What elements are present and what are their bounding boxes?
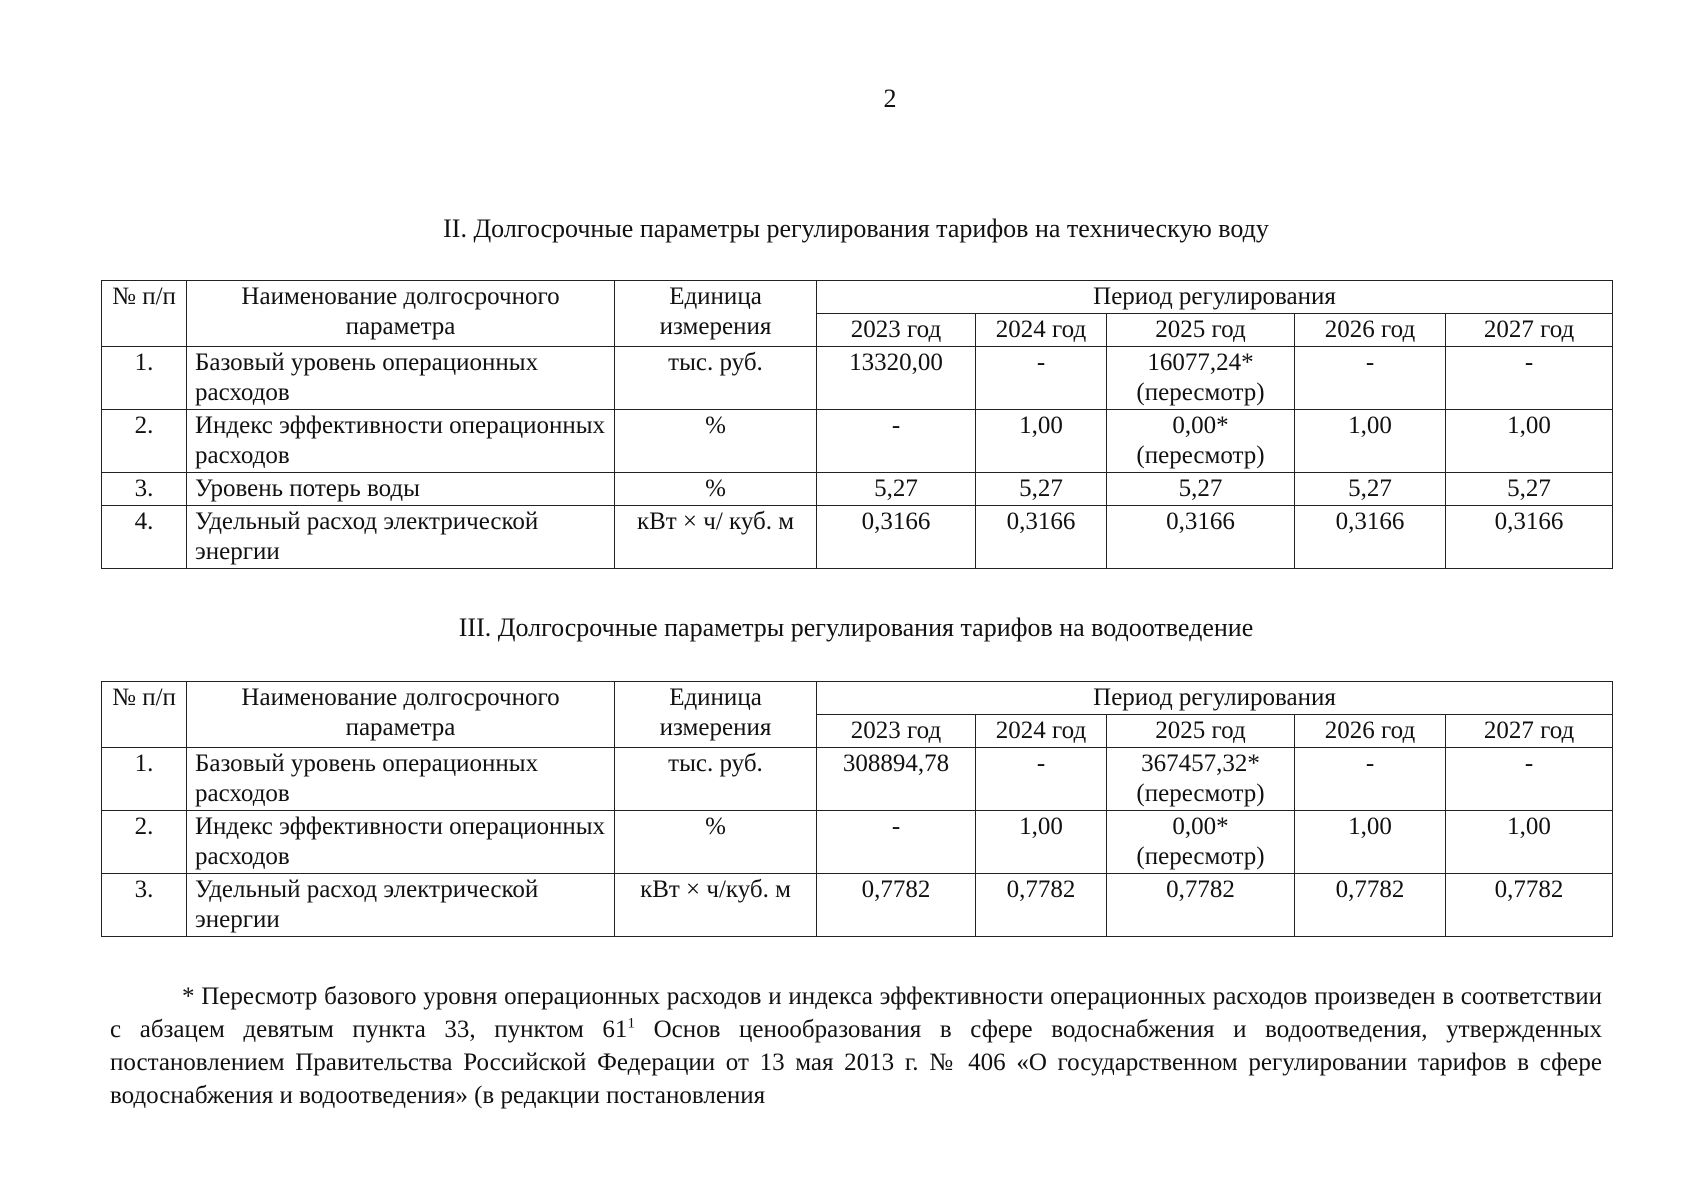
- row-number: 4.: [102, 506, 187, 569]
- header-year: 2025 год: [1107, 715, 1295, 748]
- value-cell: 0,3166: [1446, 506, 1613, 569]
- value-cell: -: [976, 748, 1107, 811]
- row-number: 2.: [102, 811, 187, 874]
- value-cell: 1,00: [976, 410, 1107, 473]
- value-cell: 5,27: [817, 473, 976, 506]
- header-period: Период регулирования: [817, 682, 1613, 715]
- value-cell: 1,00: [976, 811, 1107, 874]
- header-year: 2026 год: [1295, 314, 1446, 347]
- parameter-name: Базовый уровень операционных расходов: [187, 347, 615, 410]
- footnote-superscript: 1: [627, 1015, 635, 1032]
- value-cell: -: [817, 811, 976, 874]
- table-row: [102, 748, 1613, 811]
- header-year: 2024 год: [976, 314, 1107, 347]
- footnote-text: * Пересмотр базового уровня операционных расходов и индекса эффективности операционных расходов произведен в соответствии с абзацем девятым пункта 33, пунктом 61: [110, 983, 1602, 1043]
- row-number: 1.: [102, 748, 187, 811]
- value-cell: 0,3166: [976, 506, 1107, 569]
- value-cell: 13320,00: [817, 347, 976, 410]
- wastewater-params-table: [101, 681, 1613, 937]
- value-cell: 0,00* (пересмотр): [1107, 811, 1295, 874]
- unit-of-measure: тыс. руб.: [615, 347, 817, 410]
- header-year: 2024 год: [976, 715, 1107, 748]
- value-cell: 0,00* (пересмотр): [1107, 410, 1295, 473]
- value-cell: 1,00: [1446, 410, 1613, 473]
- table-row: [102, 874, 1613, 937]
- parameter-name: Индекс эффективности операционных расходов: [187, 811, 615, 874]
- table-row: [102, 347, 1613, 410]
- header-row: [102, 281, 1613, 314]
- parameter-name: Базовый уровень операционных расходов: [187, 748, 615, 811]
- value-cell: 367457,32* (пересмотр): [1107, 748, 1295, 811]
- unit-of-measure: %: [615, 811, 817, 874]
- header-year: 2025 год: [1107, 314, 1295, 347]
- header-num: № п/п: [102, 281, 187, 347]
- value-cell: 5,27: [1446, 473, 1613, 506]
- footnote: [110, 980, 1602, 1112]
- header-year: 2026 год: [1295, 715, 1446, 748]
- value-cell: 0,7782: [976, 874, 1107, 937]
- parameter-name: Уровень потерь воды: [187, 473, 615, 506]
- technical-water-params-table: [101, 280, 1613, 569]
- header-num: № п/п: [102, 682, 187, 748]
- parameter-name: Индекс эффективности операционных расходов: [187, 410, 615, 473]
- value-cell: -: [1446, 347, 1613, 410]
- unit-of-measure: кВт × ч/куб. м: [615, 874, 817, 937]
- value-cell: -: [976, 347, 1107, 410]
- header-row: [102, 682, 1613, 715]
- unit-of-measure: %: [615, 473, 817, 506]
- value-cell: 0,3166: [1295, 506, 1446, 569]
- value-cell: 5,27: [1107, 473, 1295, 506]
- unit-of-measure: %: [615, 410, 817, 473]
- header-year: 2023 год: [817, 715, 976, 748]
- row-number: 1.: [102, 347, 187, 410]
- value-cell: -: [1295, 347, 1446, 410]
- row-number: 3.: [102, 874, 187, 937]
- value-cell: -: [1446, 748, 1613, 811]
- footnote-text-continued: Основ ценообразования в сфере водоснабжения и водоотведения, утвержденных постановлением Правительства Российской Федерации от 13 мая 2013 г. № 406 «О государственном регулировании тарифов в сфере водоснабжения и водоотведения» (в редакции постановления: [110, 1016, 1602, 1109]
- table-row: [102, 410, 1613, 473]
- value-cell: 0,7782: [1107, 874, 1295, 937]
- page-number: 2: [883, 84, 897, 113]
- value-cell: 308894,78: [817, 748, 976, 811]
- unit-of-measure: тыс. руб.: [615, 748, 817, 811]
- value-cell: 1,00: [1295, 410, 1446, 473]
- value-cell: 0,7782: [1446, 874, 1613, 937]
- header-period: Период регулирования: [817, 281, 1613, 314]
- header-year: 2023 год: [817, 314, 976, 347]
- header-unit: Единица измерения: [615, 281, 817, 347]
- unit-of-measure: кВт × ч/ куб. м: [615, 506, 817, 569]
- value-cell: 16077,24* (пересмотр): [1107, 347, 1295, 410]
- section-title-technical-water: II. Долгосрочные параметры регулирования тарифов на техническую воду: [443, 214, 1269, 243]
- value-cell: 1,00: [1446, 811, 1613, 874]
- table-row: [102, 506, 1613, 569]
- table-row: [102, 811, 1613, 874]
- row-number: 2.: [102, 410, 187, 473]
- value-cell: 0,3166: [817, 506, 976, 569]
- table-row: [102, 473, 1613, 506]
- value-cell: 0,7782: [1295, 874, 1446, 937]
- value-cell: 5,27: [976, 473, 1107, 506]
- header-unit: Единица измерения: [615, 682, 817, 748]
- header-name: Наименование долгосрочного параметра: [187, 281, 615, 347]
- header-year: 2027 год: [1446, 314, 1613, 347]
- value-cell: -: [817, 410, 976, 473]
- value-cell: 5,27: [1295, 473, 1446, 506]
- value-cell: -: [1295, 748, 1446, 811]
- header-name: Наименование долгосрочного параметра: [187, 682, 615, 748]
- value-cell: 0,7782: [817, 874, 976, 937]
- value-cell: 0,3166: [1107, 506, 1295, 569]
- parameter-name: Удельный расход электрической энергии: [187, 874, 615, 937]
- parameter-name: Удельный расход электрической энергии: [187, 506, 615, 569]
- section-title-wastewater: III. Долгосрочные параметры регулирования тарифов на водоотведение: [458, 613, 1254, 642]
- header-year: 2027 год: [1446, 715, 1613, 748]
- row-number: 3.: [102, 473, 187, 506]
- value-cell: 1,00: [1295, 811, 1446, 874]
